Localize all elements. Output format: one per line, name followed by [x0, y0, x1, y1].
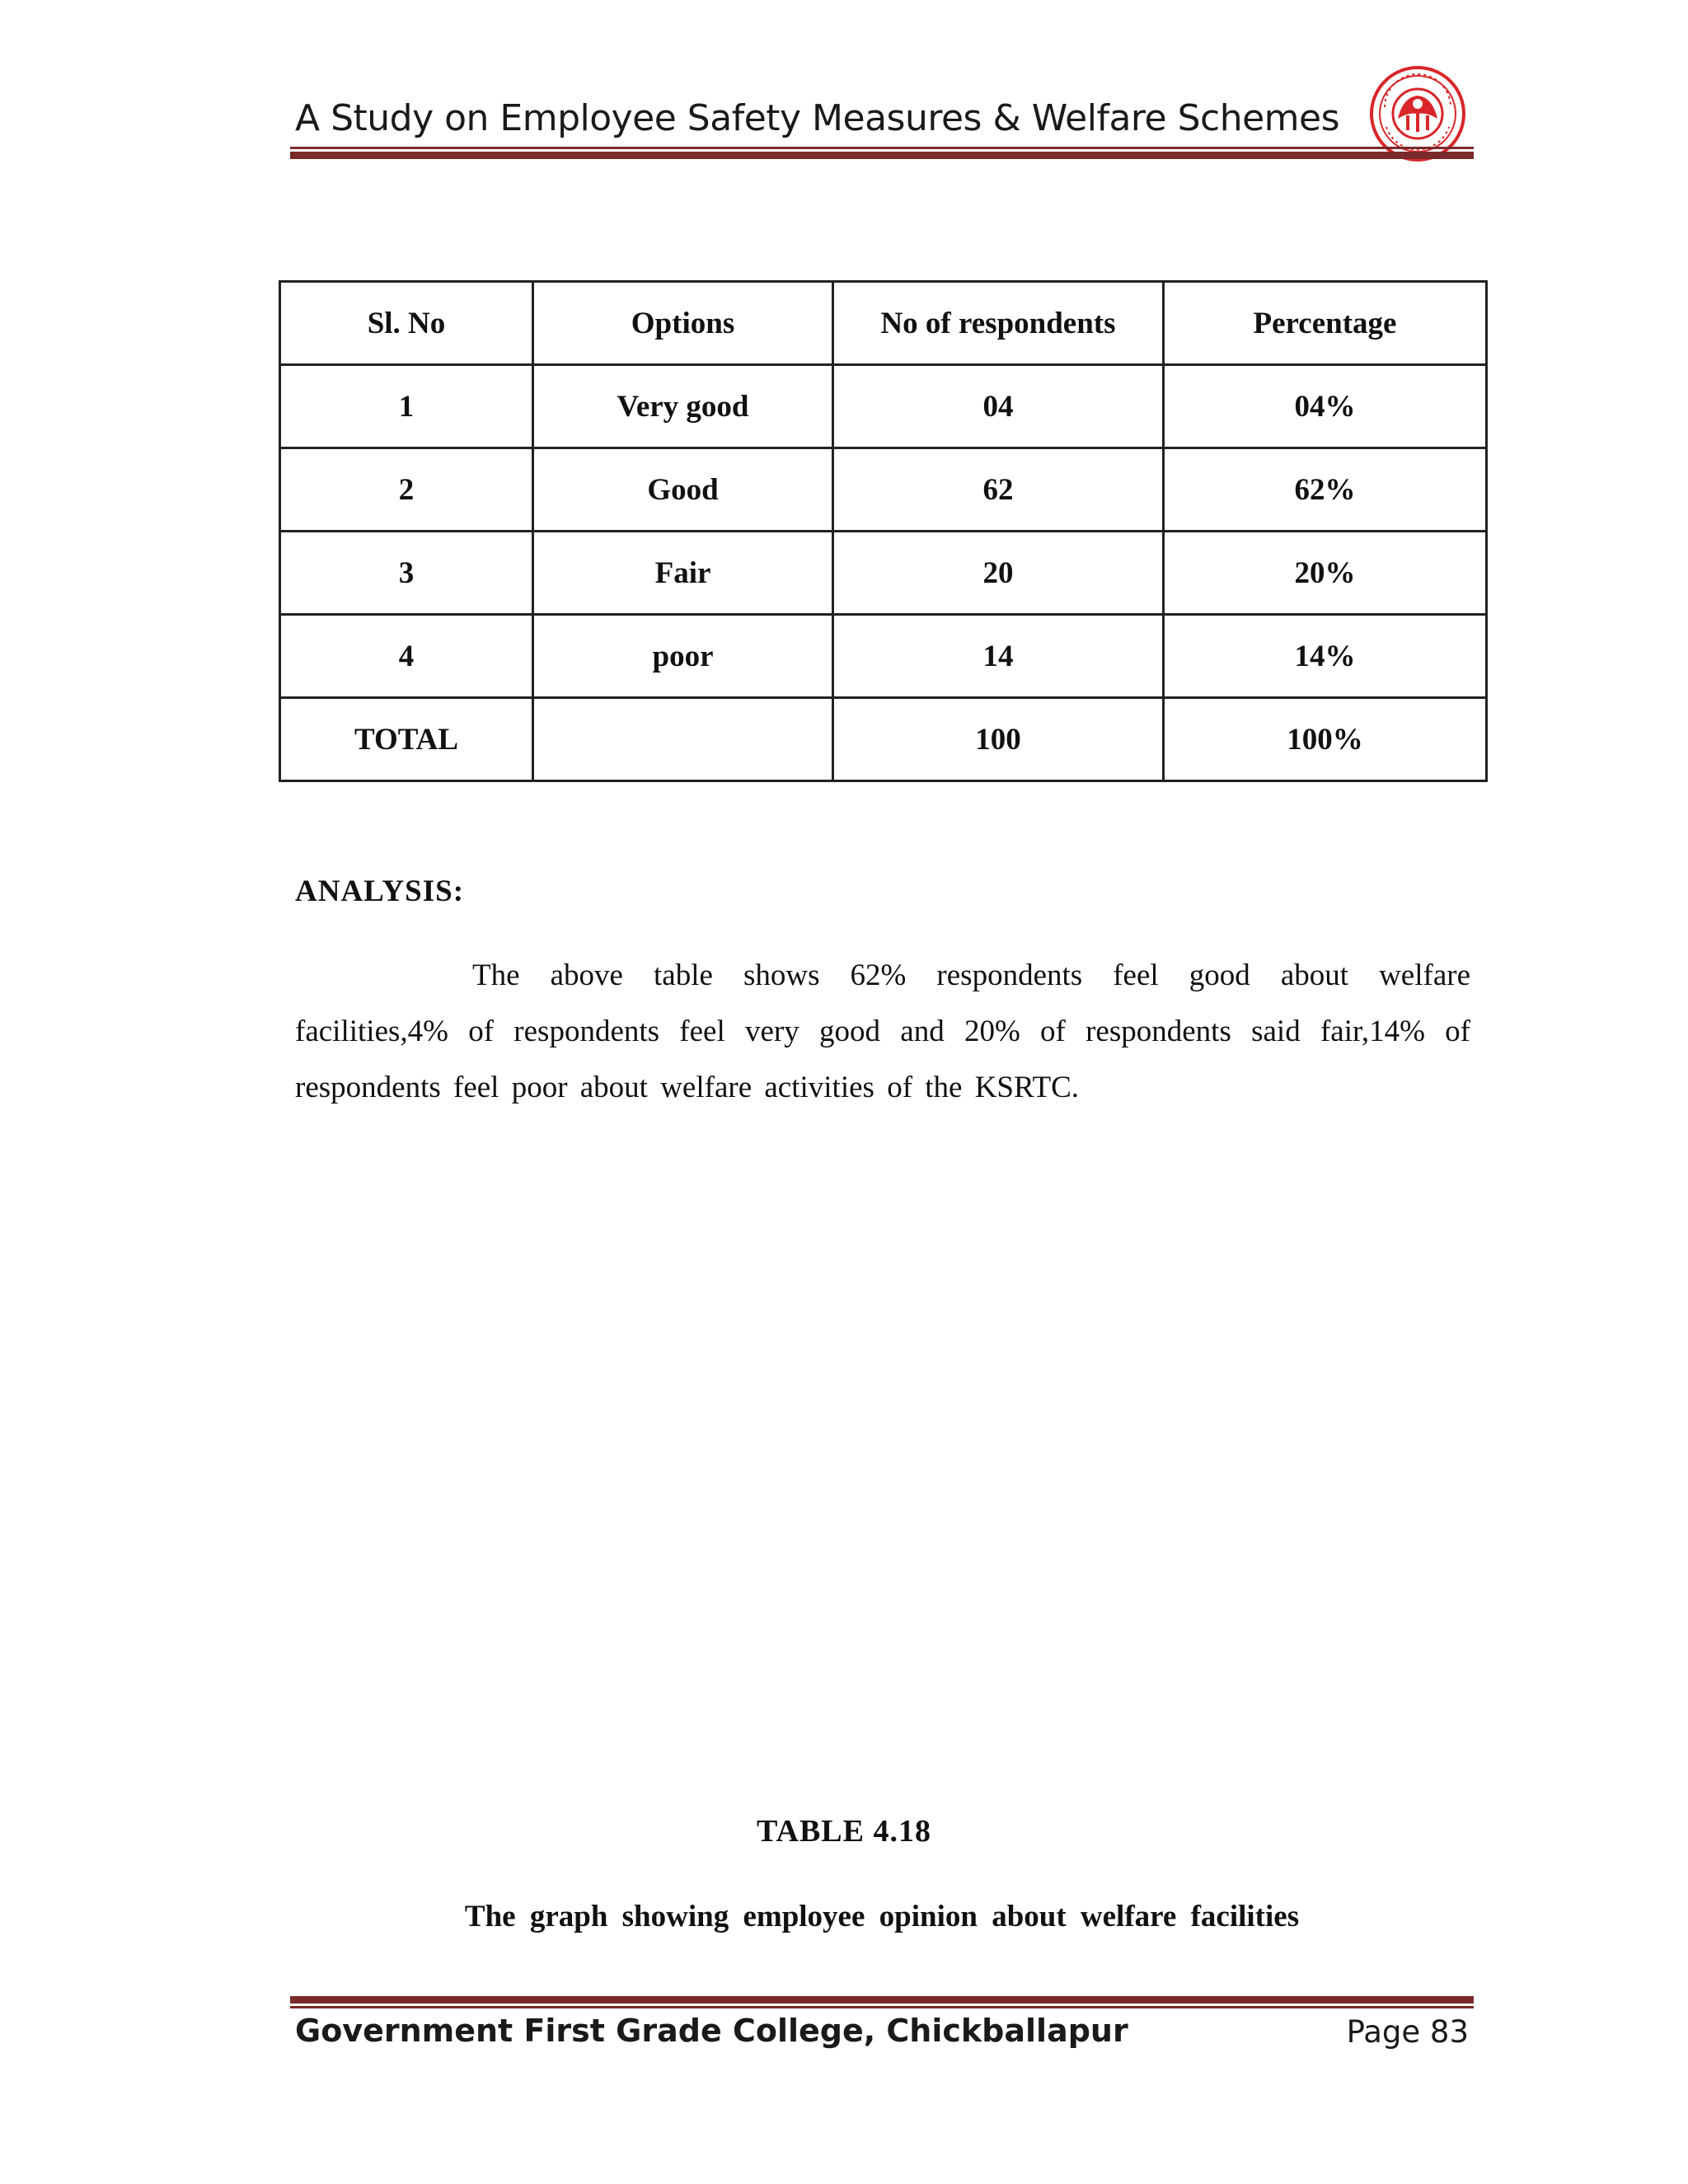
header-rule [290, 147, 1474, 159]
table-row [280, 448, 1487, 532]
table-cell: Good [533, 448, 833, 532]
footer-rule [290, 1996, 1474, 2008]
table-header-cell: No of respondents [833, 282, 1164, 365]
respondents-table [279, 280, 1488, 782]
table-header-cell: Options [533, 282, 833, 365]
table-row [280, 615, 1487, 698]
table-cell: 20% [1164, 532, 1487, 615]
analysis-heading: ANALYSIS: [295, 874, 465, 908]
table-cell: 14% [1164, 615, 1487, 698]
table-cell: 4 [280, 615, 533, 698]
table-header-cell: Sl. No [280, 282, 533, 365]
table-number-caption: TABLE 4.18 [756, 1814, 931, 1849]
footer-college-name: Government First Grade College, Chickballapur [295, 2013, 1128, 2049]
table-cell: TOTAL [280, 698, 533, 781]
table-cell: 100 [833, 698, 1164, 781]
table-cell: 3 [280, 532, 533, 615]
table-total-row [280, 698, 1487, 781]
table-cell: Fair [533, 532, 833, 615]
page-header-title: A Study on Employee Safety Measures & Welfare Schemes [295, 97, 1340, 139]
footer-page-number: Page 83 [1346, 2014, 1469, 2050]
table-cell: 100% [1164, 698, 1487, 781]
table-row [280, 532, 1487, 615]
graph-title-caption: The graph showing employee opinion about welfare facilities [464, 1900, 1300, 1933]
table-cell: 1 [280, 365, 533, 448]
table-cell: 20 [833, 532, 1164, 615]
table-header-cell: Percentage [1164, 282, 1487, 365]
table-header-row [280, 282, 1487, 365]
table-cell: 04 [833, 365, 1164, 448]
table-cell: poor [533, 615, 833, 698]
table-row [280, 365, 1487, 448]
table-cell: 14 [833, 615, 1164, 698]
table-cell: 62 [833, 448, 1164, 532]
table-cell: Very good [533, 365, 833, 448]
table-cell: 04% [1164, 365, 1487, 448]
table-cell: 2 [280, 448, 533, 532]
analysis-paragraph: The above table shows 62% respondents feel good about welfare facilities,4% of respondents feel very good and 20% of respondents said fair,14% of respondents feel poor about welfare activities of the KSRTC. [295, 958, 1470, 1104]
table-cell [533, 698, 833, 781]
table-cell: 62% [1164, 448, 1487, 532]
